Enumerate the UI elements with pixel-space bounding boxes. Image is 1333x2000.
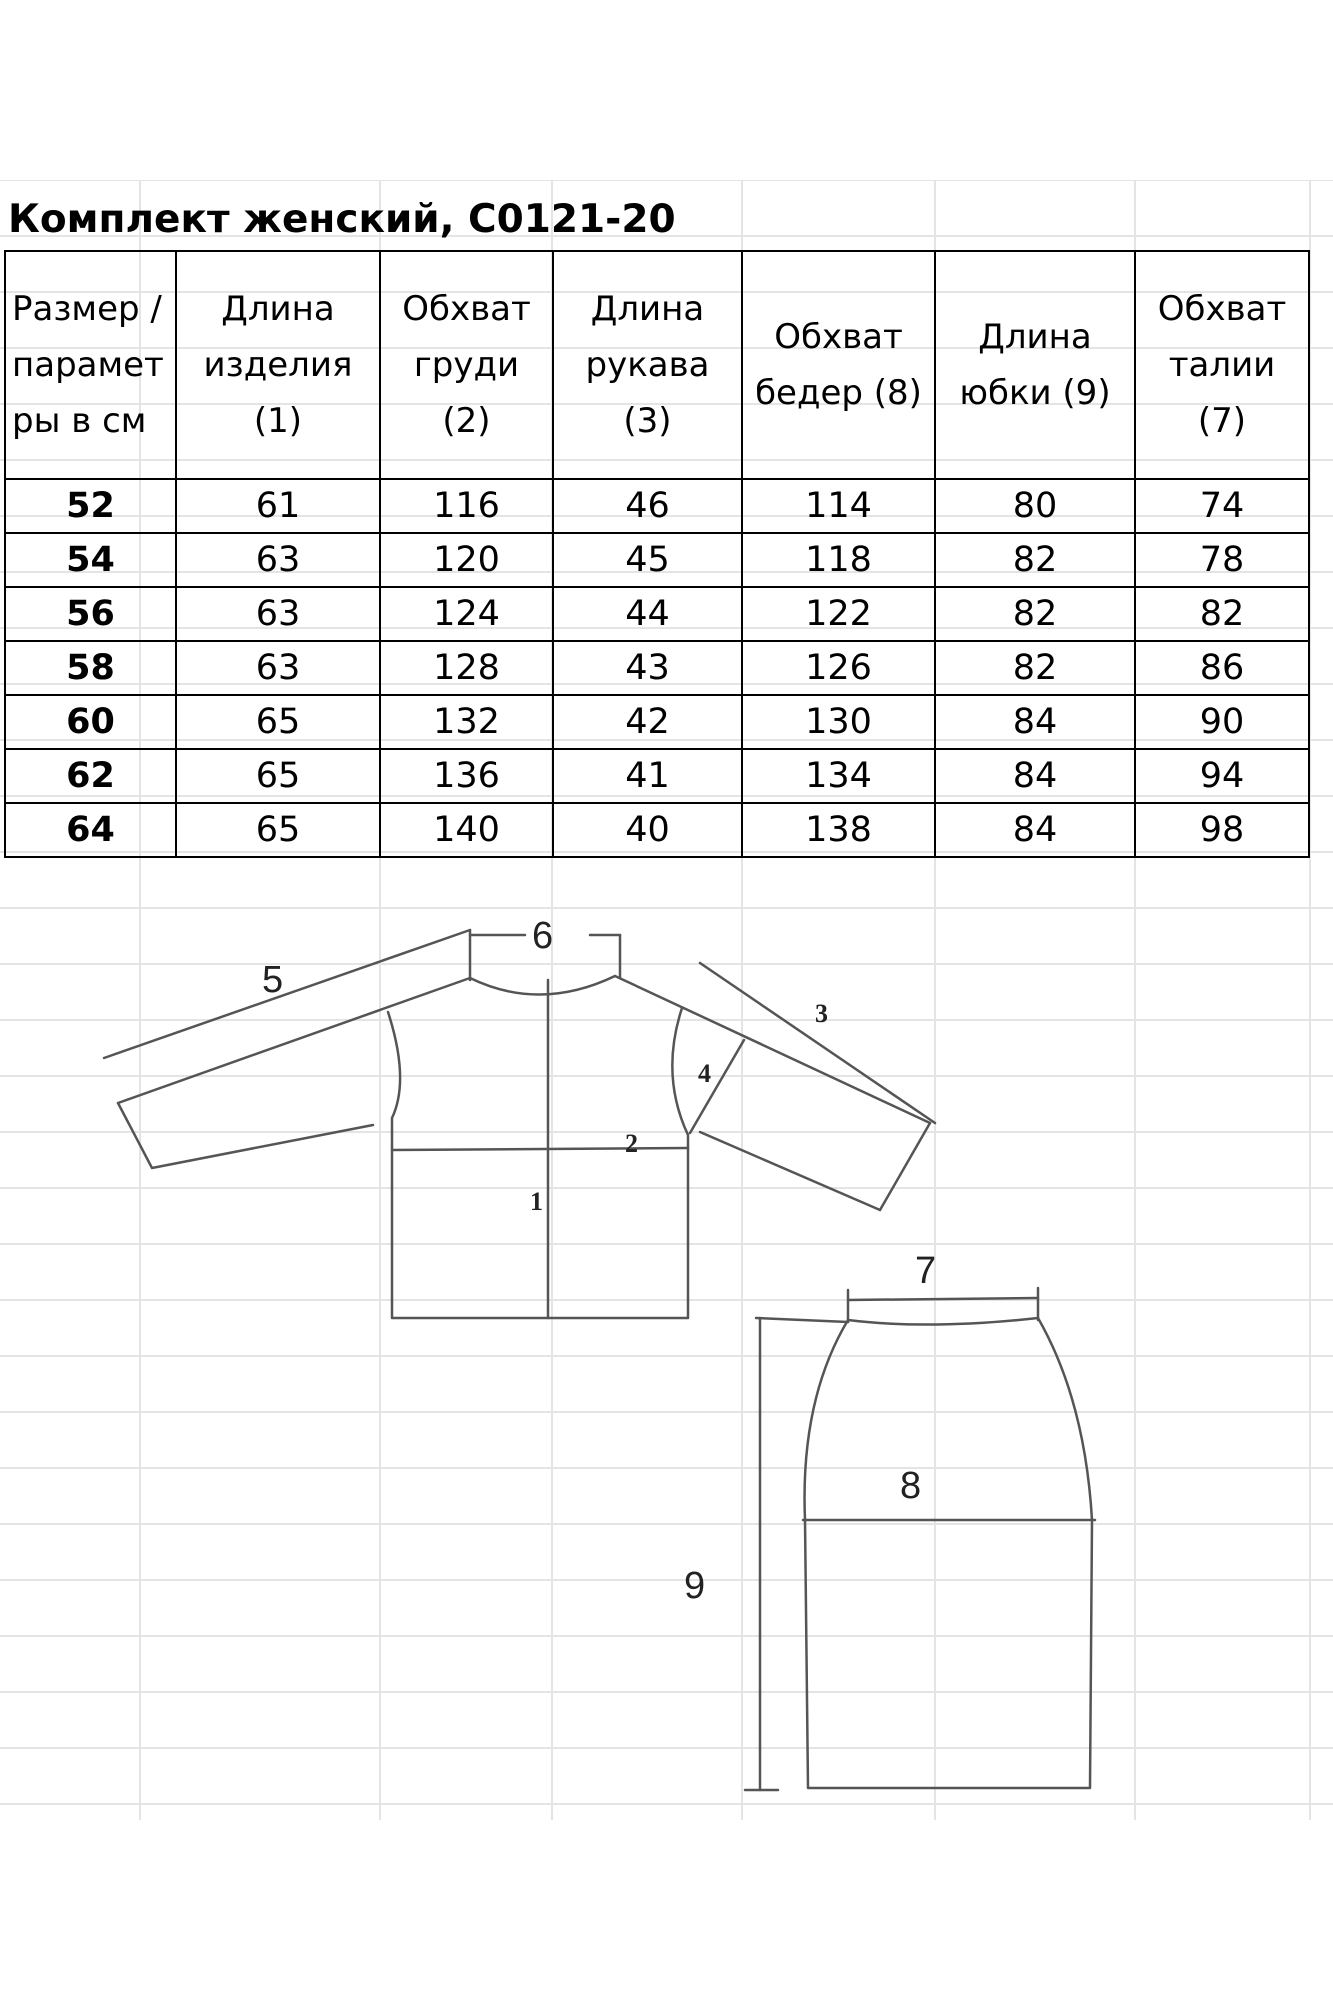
document-title: Комплект женский, С0121-20 [8, 197, 676, 242]
cell-chest-girth: 140 [380, 803, 553, 857]
sweater-measure-lines [104, 930, 935, 1318]
cell-chest-girth: 120 [380, 533, 553, 587]
cell-skirt-length: 82 [935, 641, 1135, 695]
cell-sleeve-length: 42 [553, 695, 742, 749]
cell-hip-girth: 122 [742, 587, 935, 641]
cell-hip-girth: 126 [742, 641, 935, 695]
header-skirt-length: Длина юбки (9) [935, 251, 1135, 479]
cell-skirt-length: 82 [935, 533, 1135, 587]
cell-skirt-length: 80 [935, 479, 1135, 533]
cell-chest-girth: 128 [380, 641, 553, 695]
cell-skirt-length: 84 [935, 803, 1135, 857]
cell-hip-girth: 138 [742, 803, 935, 857]
cell-size: 58 [5, 641, 176, 695]
label-8: 8 [900, 1465, 922, 1507]
cell-size: 60 [5, 695, 176, 749]
label-6: 6 [532, 915, 554, 957]
cell-waist-girth: 94 [1135, 749, 1309, 803]
cell-size: 62 [5, 749, 176, 803]
cell-waist-girth: 86 [1135, 641, 1309, 695]
cell-chest-girth: 124 [380, 587, 553, 641]
cell-item-length: 63 [176, 641, 380, 695]
cell-item-length: 63 [176, 587, 380, 641]
cell-hip-girth: 118 [742, 533, 935, 587]
header-item-length: Длина изделия (1) [176, 251, 380, 479]
cell-hip-girth: 114 [742, 479, 935, 533]
cell-sleeve-length: 43 [553, 641, 742, 695]
cell-sleeve-length: 41 [553, 749, 742, 803]
table-row [5, 641, 1309, 695]
cell-sleeve-length: 46 [553, 479, 742, 533]
header-sleeve-length: Длина рукава (3) [553, 251, 742, 479]
cell-size: 54 [5, 533, 176, 587]
cell-waist-girth: 82 [1135, 587, 1309, 641]
table-header-row [5, 251, 1309, 479]
table-row [5, 695, 1309, 749]
cell-item-length: 65 [176, 803, 380, 857]
table-row [5, 587, 1309, 641]
cell-skirt-length: 82 [935, 587, 1135, 641]
cell-item-length: 61 [176, 479, 380, 533]
cell-item-length: 65 [176, 749, 380, 803]
cell-hip-girth: 130 [742, 695, 935, 749]
cell-size: 64 [5, 803, 176, 857]
label-1: 1 [530, 1187, 543, 1216]
header-waist-girth: Обхват талии (7) [1135, 251, 1309, 479]
table-row [5, 803, 1309, 857]
measurement-diagram [0, 880, 1333, 1820]
table-row [5, 533, 1309, 587]
cell-sleeve-length: 44 [553, 587, 742, 641]
sweater-outline [118, 976, 930, 1318]
cell-waist-girth: 98 [1135, 803, 1309, 857]
cell-chest-girth: 116 [380, 479, 553, 533]
cell-skirt-length: 84 [935, 695, 1135, 749]
cell-skirt-length: 84 [935, 749, 1135, 803]
cell-item-length: 63 [176, 533, 380, 587]
header-size-param: Размер / парамет ры в см [5, 251, 176, 479]
cell-hip-girth: 134 [742, 749, 935, 803]
cell-sleeve-length: 45 [553, 533, 742, 587]
label-7: 7 [915, 1250, 937, 1292]
header-hip-girth: Обхват бедер (8) [742, 251, 935, 479]
label-3: 3 [815, 999, 828, 1028]
header-chest-girth: Обхват груди (2) [380, 251, 553, 479]
cell-sleeve-length: 40 [553, 803, 742, 857]
cell-waist-girth: 74 [1135, 479, 1309, 533]
skirt-measure-lines [745, 1288, 1095, 1790]
label-4: 4 [698, 1059, 711, 1088]
cell-size: 52 [5, 479, 176, 533]
cell-waist-girth: 78 [1135, 533, 1309, 587]
skirt-outline [805, 1318, 1092, 1788]
label-9: 9 [684, 1565, 706, 1607]
cell-chest-girth: 132 [380, 695, 553, 749]
label-5: 5 [262, 959, 284, 1001]
cell-waist-girth: 90 [1135, 695, 1309, 749]
table-row [5, 749, 1309, 803]
cell-size: 56 [5, 587, 176, 641]
size-table [4, 250, 1310, 858]
cell-chest-girth: 136 [380, 749, 553, 803]
table-row [5, 479, 1309, 533]
cell-item-length: 65 [176, 695, 380, 749]
label-2: 2 [625, 1129, 638, 1158]
